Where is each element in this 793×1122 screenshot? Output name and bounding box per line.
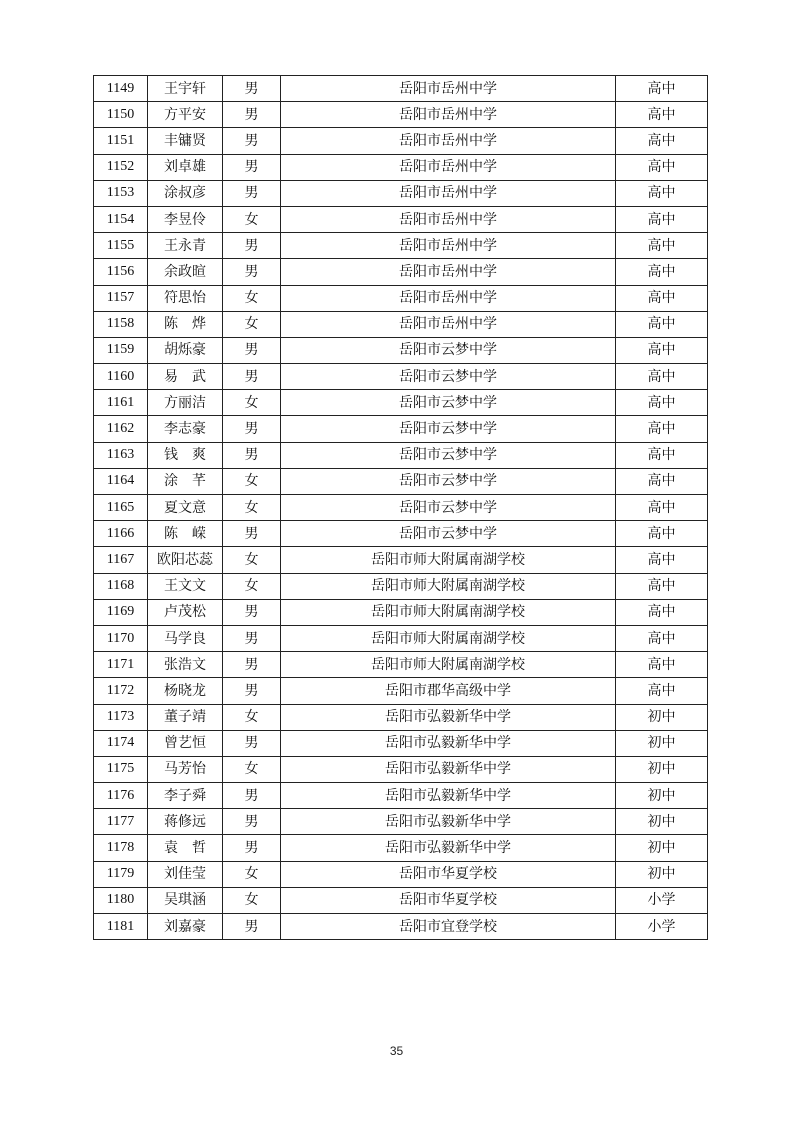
table-row	[94, 495, 708, 521]
cell-number: 1168	[94, 573, 148, 599]
cell-name: 吴琪涵	[148, 887, 223, 913]
cell-gender: 女	[223, 468, 281, 494]
cell-school: 岳阳市师大附属南湖学校	[281, 625, 616, 651]
cell-school: 岳阳市云梦中学	[281, 390, 616, 416]
cell-name: 袁 哲	[148, 835, 223, 861]
table-row	[94, 233, 708, 259]
table-row	[94, 154, 708, 180]
cell-level: 高中	[616, 259, 708, 285]
cell-school: 岳阳市师大附属南湖学校	[281, 599, 616, 625]
roster-table-body	[94, 76, 708, 940]
table-row	[94, 442, 708, 468]
cell-name: 马芳怡	[148, 756, 223, 782]
table-row	[94, 783, 708, 809]
cell-name: 涂叔彦	[148, 180, 223, 206]
table-row	[94, 887, 708, 913]
cell-gender: 女	[223, 887, 281, 913]
cell-name: 涂 芊	[148, 468, 223, 494]
cell-number: 1157	[94, 285, 148, 311]
cell-school: 岳阳市云梦中学	[281, 364, 616, 390]
cell-name: 卢茂松	[148, 599, 223, 625]
cell-level: 初中	[616, 704, 708, 730]
cell-name: 李志豪	[148, 416, 223, 442]
cell-number: 1152	[94, 154, 148, 180]
cell-school: 岳阳市弘毅新华中学	[281, 783, 616, 809]
cell-school: 岳阳市岳州中学	[281, 154, 616, 180]
cell-gender: 女	[223, 861, 281, 887]
cell-school: 岳阳市岳州中学	[281, 128, 616, 154]
cell-school: 岳阳市云梦中学	[281, 521, 616, 547]
cell-level: 高中	[616, 285, 708, 311]
cell-level: 高中	[616, 390, 708, 416]
cell-number: 1180	[94, 887, 148, 913]
table-row	[94, 809, 708, 835]
cell-school: 岳阳市弘毅新华中学	[281, 730, 616, 756]
cell-level: 初中	[616, 835, 708, 861]
cell-number: 1166	[94, 521, 148, 547]
cell-level: 高中	[616, 652, 708, 678]
cell-school: 岳阳市岳州中学	[281, 102, 616, 128]
cell-level: 高中	[616, 495, 708, 521]
cell-number: 1170	[94, 625, 148, 651]
cell-gender: 男	[223, 76, 281, 102]
cell-gender: 男	[223, 154, 281, 180]
cell-name: 夏文意	[148, 495, 223, 521]
cell-name: 胡烁豪	[148, 337, 223, 363]
table-row	[94, 76, 708, 102]
table-row	[94, 206, 708, 232]
table-row	[94, 730, 708, 756]
cell-gender: 女	[223, 547, 281, 573]
cell-gender: 女	[223, 311, 281, 337]
cell-gender: 男	[223, 364, 281, 390]
cell-number: 1153	[94, 180, 148, 206]
cell-number: 1164	[94, 468, 148, 494]
cell-level: 初中	[616, 809, 708, 835]
cell-name: 蒋修远	[148, 809, 223, 835]
cell-school: 岳阳市宜登学校	[281, 914, 616, 940]
cell-school: 岳阳市云梦中学	[281, 337, 616, 363]
cell-level: 高中	[616, 442, 708, 468]
cell-name: 刘嘉豪	[148, 914, 223, 940]
cell-number: 1155	[94, 233, 148, 259]
cell-level: 高中	[616, 599, 708, 625]
cell-gender: 男	[223, 599, 281, 625]
cell-school: 岳阳市弘毅新华中学	[281, 704, 616, 730]
cell-level: 高中	[616, 521, 708, 547]
cell-level: 高中	[616, 76, 708, 102]
cell-number: 1150	[94, 102, 148, 128]
table-row	[94, 416, 708, 442]
cell-gender: 男	[223, 233, 281, 259]
cell-school: 岳阳市师大附属南湖学校	[281, 573, 616, 599]
cell-gender: 女	[223, 206, 281, 232]
cell-school: 岳阳市云梦中学	[281, 416, 616, 442]
cell-level: 小学	[616, 914, 708, 940]
cell-school: 岳阳市云梦中学	[281, 468, 616, 494]
table-row	[94, 390, 708, 416]
cell-level: 高中	[616, 547, 708, 573]
cell-number: 1173	[94, 704, 148, 730]
cell-gender: 男	[223, 809, 281, 835]
table-row	[94, 835, 708, 861]
cell-number: 1161	[94, 390, 148, 416]
cell-gender: 女	[223, 285, 281, 311]
table-row	[94, 652, 708, 678]
cell-gender: 男	[223, 625, 281, 651]
cell-gender: 男	[223, 835, 281, 861]
cell-number: 1167	[94, 547, 148, 573]
cell-school: 岳阳市弘毅新华中学	[281, 835, 616, 861]
cell-level: 高中	[616, 154, 708, 180]
cell-gender: 男	[223, 783, 281, 809]
cell-gender: 女	[223, 573, 281, 599]
cell-name: 余政暄	[148, 259, 223, 285]
cell-name: 欧阳芯蕊	[148, 547, 223, 573]
cell-school: 岳阳市师大附属南湖学校	[281, 547, 616, 573]
table-row	[94, 914, 708, 940]
cell-level: 初中	[616, 730, 708, 756]
cell-name: 李昱伶	[148, 206, 223, 232]
cell-name: 方平安	[148, 102, 223, 128]
table-row	[94, 285, 708, 311]
table-row	[94, 102, 708, 128]
table-row	[94, 861, 708, 887]
cell-school: 岳阳市云梦中学	[281, 495, 616, 521]
cell-level: 高中	[616, 573, 708, 599]
cell-gender: 男	[223, 442, 281, 468]
table-row	[94, 259, 708, 285]
cell-name: 刘卓雄	[148, 154, 223, 180]
cell-number: 1179	[94, 861, 148, 887]
cell-name: 杨晓龙	[148, 678, 223, 704]
cell-school: 岳阳市岳州中学	[281, 76, 616, 102]
cell-school: 岳阳市岳州中学	[281, 259, 616, 285]
cell-gender: 女	[223, 390, 281, 416]
table-row	[94, 599, 708, 625]
table-row	[94, 625, 708, 651]
cell-gender: 男	[223, 914, 281, 940]
table-row	[94, 180, 708, 206]
table-row	[94, 678, 708, 704]
cell-level: 高中	[616, 364, 708, 390]
cell-number: 1172	[94, 678, 148, 704]
cell-gender: 男	[223, 678, 281, 704]
cell-number: 1181	[94, 914, 148, 940]
cell-school: 岳阳市师大附属南湖学校	[281, 652, 616, 678]
cell-name: 易 武	[148, 364, 223, 390]
cell-name: 王宇轩	[148, 76, 223, 102]
cell-school: 岳阳市华夏学校	[281, 887, 616, 913]
cell-school: 岳阳市岳州中学	[281, 311, 616, 337]
cell-level: 高中	[616, 311, 708, 337]
cell-name: 方丽洁	[148, 390, 223, 416]
roster-table	[93, 75, 708, 940]
cell-number: 1178	[94, 835, 148, 861]
cell-school: 岳阳市华夏学校	[281, 861, 616, 887]
cell-gender: 女	[223, 704, 281, 730]
cell-number: 1165	[94, 495, 148, 521]
cell-level: 高中	[616, 678, 708, 704]
cell-name: 陈 嵘	[148, 521, 223, 547]
table-row	[94, 547, 708, 573]
cell-number: 1163	[94, 442, 148, 468]
cell-level: 高中	[616, 233, 708, 259]
cell-number: 1156	[94, 259, 148, 285]
cell-school: 岳阳市弘毅新华中学	[281, 756, 616, 782]
cell-gender: 男	[223, 102, 281, 128]
table-row	[94, 337, 708, 363]
cell-level: 高中	[616, 102, 708, 128]
cell-gender: 男	[223, 730, 281, 756]
cell-name: 李子舜	[148, 783, 223, 809]
cell-gender: 男	[223, 652, 281, 678]
cell-number: 1149	[94, 76, 148, 102]
cell-number: 1151	[94, 128, 148, 154]
cell-level: 高中	[616, 337, 708, 363]
cell-name: 钱 爽	[148, 442, 223, 468]
cell-gender: 男	[223, 128, 281, 154]
table-row	[94, 704, 708, 730]
cell-number: 1176	[94, 783, 148, 809]
cell-name: 张浩文	[148, 652, 223, 678]
cell-gender: 女	[223, 756, 281, 782]
cell-school: 岳阳市岳州中学	[281, 233, 616, 259]
cell-school: 岳阳市云梦中学	[281, 442, 616, 468]
cell-name: 董子靖	[148, 704, 223, 730]
cell-school: 岳阳市弘毅新华中学	[281, 809, 616, 835]
cell-gender: 男	[223, 337, 281, 363]
cell-level: 高中	[616, 128, 708, 154]
cell-number: 1159	[94, 337, 148, 363]
cell-level: 高中	[616, 468, 708, 494]
cell-name: 丰镛贤	[148, 128, 223, 154]
cell-name: 刘佳莹	[148, 861, 223, 887]
cell-level: 初中	[616, 861, 708, 887]
table-row	[94, 468, 708, 494]
table-row	[94, 364, 708, 390]
cell-number: 1158	[94, 311, 148, 337]
cell-number: 1154	[94, 206, 148, 232]
cell-level: 小学	[616, 887, 708, 913]
cell-number: 1175	[94, 756, 148, 782]
table-row	[94, 311, 708, 337]
cell-number: 1177	[94, 809, 148, 835]
cell-level: 高中	[616, 416, 708, 442]
cell-level: 初中	[616, 756, 708, 782]
cell-school: 岳阳市岳州中学	[281, 285, 616, 311]
cell-number: 1169	[94, 599, 148, 625]
cell-name: 王文文	[148, 573, 223, 599]
cell-gender: 男	[223, 521, 281, 547]
cell-level: 高中	[616, 625, 708, 651]
cell-school: 岳阳市岳州中学	[281, 206, 616, 232]
cell-gender: 女	[223, 495, 281, 521]
cell-number: 1160	[94, 364, 148, 390]
cell-gender: 男	[223, 259, 281, 285]
cell-level: 初中	[616, 783, 708, 809]
table-row	[94, 128, 708, 154]
cell-number: 1174	[94, 730, 148, 756]
table-row	[94, 521, 708, 547]
cell-name: 曾艺恒	[148, 730, 223, 756]
cell-name: 王永青	[148, 233, 223, 259]
cell-level: 高中	[616, 206, 708, 232]
cell-school: 岳阳市岳州中学	[281, 180, 616, 206]
cell-name: 符思怡	[148, 285, 223, 311]
cell-number: 1162	[94, 416, 148, 442]
cell-gender: 男	[223, 416, 281, 442]
cell-number: 1171	[94, 652, 148, 678]
page-number: 35	[389, 1044, 404, 1058]
cell-level: 高中	[616, 180, 708, 206]
table-row	[94, 756, 708, 782]
cell-school: 岳阳市郡华高级中学	[281, 678, 616, 704]
cell-name: 马学良	[148, 625, 223, 651]
cell-gender: 男	[223, 180, 281, 206]
cell-name: 陈 烨	[148, 311, 223, 337]
table-row	[94, 573, 708, 599]
